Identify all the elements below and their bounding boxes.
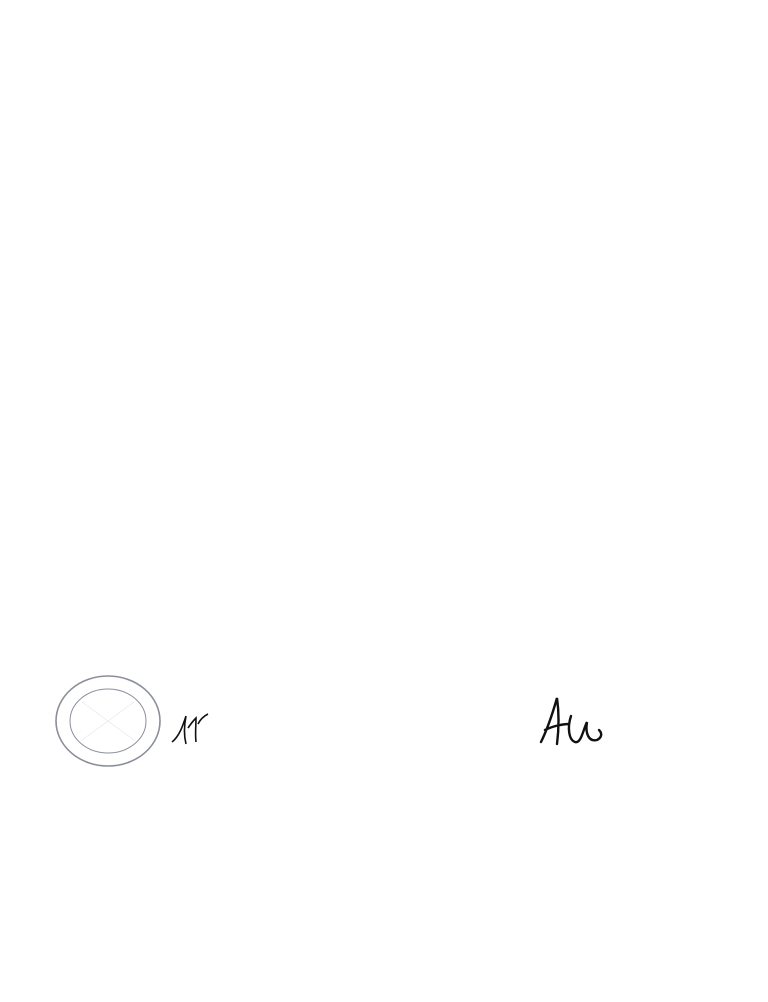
school-stamp-icon xyxy=(52,672,164,770)
teacher-signature-icon xyxy=(535,694,605,752)
year-value xyxy=(566,93,585,104)
info-right-values xyxy=(566,82,585,104)
class-value xyxy=(566,82,585,93)
headmaster-signature-icon xyxy=(170,712,210,748)
